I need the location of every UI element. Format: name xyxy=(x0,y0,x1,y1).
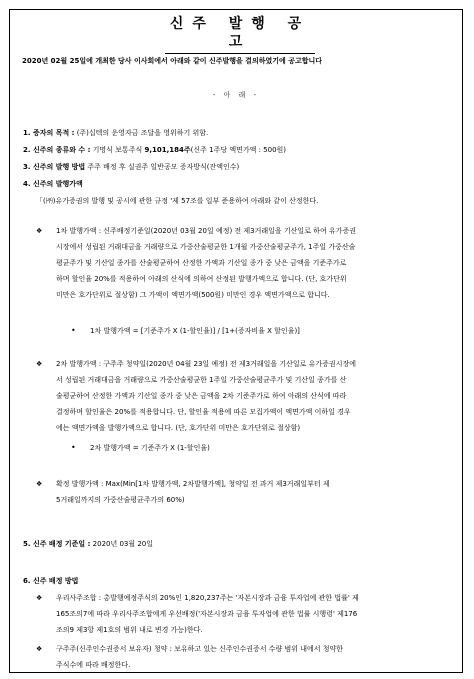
item-1-text: (주)십텍의 운영자금 조달을 영위하기 위함. xyxy=(76,129,209,137)
paragraph-line: 하며 할인율 20%를 적용하여 아래의 산식에 의하여 산정된 발행가액으로 합니다. (단, 호가단위 xyxy=(56,275,347,283)
diamond-bullet-icon: ❖ xyxy=(36,594,43,602)
item-5 xyxy=(23,538,153,550)
item-2-text-a: 기명식 보통주식 xyxy=(92,146,143,154)
item-5-text: 2020년 03월 20일 xyxy=(92,540,154,548)
item-3 xyxy=(23,161,239,173)
item-2-share-count: 9,101,184주 xyxy=(144,146,191,154)
paragraph-5 xyxy=(56,643,450,671)
dot-bullet-icon: • xyxy=(71,326,76,335)
paragraph-2 xyxy=(56,358,450,434)
paragraph-line: 술평균하여 산정한 가액과 기산일 종가 중 낮은 금액을 2차 기준주가로 하여 아래의 산식에 따라 xyxy=(56,392,347,400)
item-5-label: 5. 신주 배정 기준일 : xyxy=(23,540,91,548)
paragraph-3 xyxy=(56,478,450,506)
item-4-label: 4. 신주의 발행가액 xyxy=(23,180,83,188)
paragraph-line: 조의9 제3항 제1호의 범위 내로 변경 가능)한다. xyxy=(56,626,203,634)
paragraph-line: 주식수에 따라 배정한다. xyxy=(56,661,131,669)
item-2-label: 2. 신주의 종류와 수 : xyxy=(23,146,91,154)
paragraph-line: 시장에서 성립된 거래대금을 거래량으로 가중산술평균한 1개월 가중산술평균주가, 1주일 가중산술 xyxy=(56,243,356,251)
item-3-label: 3. 신주의 발행 방법 xyxy=(23,163,86,171)
paragraph-1 xyxy=(56,225,450,301)
notice-document xyxy=(9,9,463,673)
formula-1: 1차 발행가액 = [기준주가 X (1-할인율)] / [1+(증자비율 X 할인율)] xyxy=(90,327,300,335)
paragraph-line: 2차 발행가액 : 구주주 청약일(2020년 04월 23일 예정) 전 제3거래일을 기산일로 유가증권시장에 xyxy=(56,360,356,368)
paragraph-4 xyxy=(56,592,450,636)
paragraph-line: 165조의7에 따라 우리사주조합에게 우선배정('자본시장과 금융 투자업에 관한 법률 시행령' 제176 xyxy=(56,610,358,618)
diamond-bullet-icon: ❖ xyxy=(36,645,43,653)
diamond-bullet-icon: ❖ xyxy=(36,227,43,235)
diamond-bullet-icon: ❖ xyxy=(36,480,43,488)
item-1-label: 1. 증자의 목적 : xyxy=(23,129,75,137)
paragraph-line: 우리사주조합 : 총발행예정주식의 20%인 1,820,237주는 '자본시장과 금융 투자업에 관한 법률' 제 xyxy=(56,594,359,602)
paragraph-line: 1차 발행가액 : 신주배정기준일(2020년 03월 20일 예정) 전 제3거래일을 기산일로 하여 유가증권 xyxy=(56,227,356,235)
item-4-text: 「(㈜)유가증권의 발행 및 공시에 관한 규정 '제 57조를 일부 준용하여 아래와 같이 산정한다. xyxy=(36,197,319,205)
dot-bullet-icon: • xyxy=(71,443,76,452)
document-title: 신주 발행 공고 xyxy=(165,15,315,54)
paragraph-line: 확정 발행가액 : Max(Min[1차 발행가액, 2차발행가액], 청약일 전 과거 제3거래일부터 제 xyxy=(56,480,330,488)
diamond-bullet-icon: ❖ xyxy=(36,360,43,368)
paragraph-line: 결정하며 할인율은 20%를 적용합니다. 단, 할인율 적용에 따른 모집가액이 액면가액 이하일 경우 xyxy=(56,408,351,416)
paragraph-line: 평균주가 및 기산일 종가를 산술평균하여 산정한 가액과 기산일 종가 중 낮은 금액을 기준주가로 xyxy=(56,259,347,267)
item-1 xyxy=(23,127,208,139)
item-2-text-c: (신주 1주당 액면가액 : 500원) xyxy=(190,146,287,154)
paragraph-line: 구주주(신주인수권증서 보유자) 청약 : 보유하고 있는 신주인수권증서 수량 범위 내에서 청약한 xyxy=(56,645,344,653)
paragraph-line: 미만은 호가단위로 절상함) 그 가액이 액면가액(500원) 미만인 경우 액면가액으로 합니다. xyxy=(56,291,330,299)
paragraph-line: 5거래일까지의 가중산술평균주가의 60%) xyxy=(56,496,185,504)
section-divider-label: - 아 래 - xyxy=(212,91,260,99)
formula-2: 2차 발행가액 = 기준주가 X (1-할인율) xyxy=(90,444,210,452)
paragraph-line: 에는 액면가액을 발행가액으로 합니다. (단, 호가단위 미만은 호가단위로 절상함) xyxy=(56,424,301,432)
item-3-text: 주주 배정 후 실권주 일반공모 증자방식(잔액인수) xyxy=(87,163,240,171)
item-2 xyxy=(23,144,286,156)
paragraph-line: 서 성립된 거래대금을 거래량으로 가중산술평균한 1주일 가중산술평균주가 및 기산일 종가를 산 xyxy=(56,376,347,384)
intro-text: 2020년 02월 25일에 개최한 당사 이사회에서 아래와 같이 신주발행을 결의하였기에 공고합니다 xyxy=(22,57,323,65)
item-6-label: 6. 신주 배정 방법 xyxy=(23,577,79,585)
